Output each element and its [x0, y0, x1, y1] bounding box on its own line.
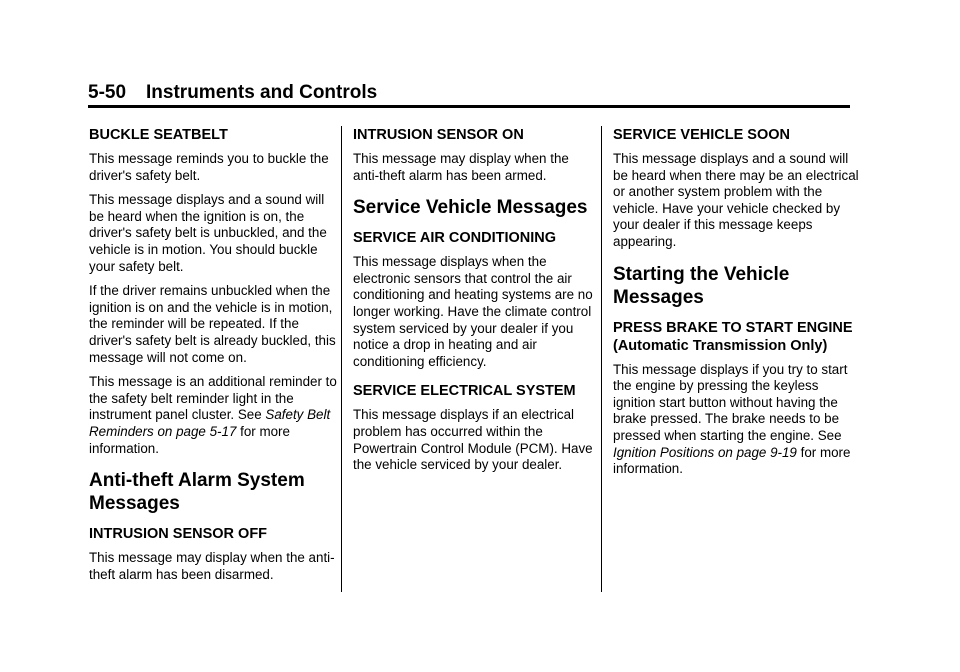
service-ac-heading: SERVICE AIR CONDITIONING — [353, 230, 557, 247]
chapter-title: Instruments and Controls — [146, 82, 378, 103]
service-electrical-heading: SERVICE ELECTRICAL SYSTEM — [353, 383, 576, 400]
press-brake-para — [613, 362, 863, 478]
press-brake-heading: PRESS BRAKE TO START ENGINE (Automatic Transmission Only) — [613, 319, 853, 354]
intrusion-off-heading: INTRUSION SENSOR OFF — [89, 526, 268, 543]
page-header — [88, 82, 850, 104]
column-divider-left — [341, 126, 342, 592]
press-brake-para-text: This message displays if you try to start the engine by pressing the keyless ignition start button without having the brake pressed. The brake needs to be pressed when starting the engine. See — [613, 361, 848, 443]
buckle-para-4-tail: for more information. — [89, 423, 290, 456]
header-title-line — [88, 82, 850, 104]
starting-section-heading: Starting the Vehicle Messages — [613, 263, 790, 308]
column-middle — [353, 126, 593, 482]
intrusion-on-heading: INTRUSION SENSOR ON — [353, 127, 524, 143]
buckle-para-3: If the driver remains unbuckled when the ignition is on and the vehicle is in motion, the reminder will be repeated. If the driver's safety belt is already buckled, this message will not come on. — [89, 283, 336, 365]
buckle-para-4 — [89, 374, 337, 457]
buckle-para-4-text: This message is an additional reminder to the safety belt reminder light in the instrument panel cluster. See — [89, 374, 337, 423]
page-number: 5-50 — [88, 82, 127, 103]
intrusion-on-para: This message may display when the anti-theft alarm has been armed. — [353, 151, 569, 183]
service-electrical-para: This message displays if an electrical problem has occurred within the Powertrain Control Module (PCM). Have the vehicle serviced by your dealer. — [353, 407, 593, 473]
column-divider-right — [601, 126, 602, 592]
service-ac-para: This message displays when the electronic sensors that control the air conditioning and heating systems are no longer working. Have the climate control system serviced by your dealer if you notice a drop in heating and air conditioning efficiency. — [353, 254, 593, 369]
header-rule — [88, 105, 850, 108]
service-vehicle-section-heading: Service Vehicle Messages — [353, 197, 588, 219]
ignition-positions-link[interactable]: Ignition Positions on page 9-19 — [613, 444, 797, 460]
antitheft-section-heading: Anti-theft Alarm System Messages — [89, 470, 305, 515]
safety-belt-reminders-link[interactable]: Safety Belt Reminders on page 5-17 — [89, 407, 331, 439]
service-soon-heading: SERVICE VEHICLE SOON — [613, 127, 790, 143]
column-right — [613, 126, 863, 486]
service-soon-para: This message displays and a sound will be heard when there may be an electrical or another system problem with the vehicle. Have your vehicle checked by your dealer if this message keeps appearing. — [613, 151, 859, 249]
press-brake-para-tail: for more information. — [613, 444, 851, 477]
column-left — [89, 126, 337, 591]
buckle-seatbelt-heading: BUCKLE SEATBELT — [89, 127, 228, 143]
intrusion-off-para: This message may display when the anti-theft alarm has been disarmed. — [89, 550, 335, 582]
buckle-para-2: This message displays and a sound will be heard when the ignition is on, the driver's safety belt is unbuckled, and the vehicle is in motion. You should buckle your safety belt. — [89, 192, 327, 274]
buckle-para-1: This message reminds you to buckle the driver's safety belt. — [89, 151, 329, 183]
